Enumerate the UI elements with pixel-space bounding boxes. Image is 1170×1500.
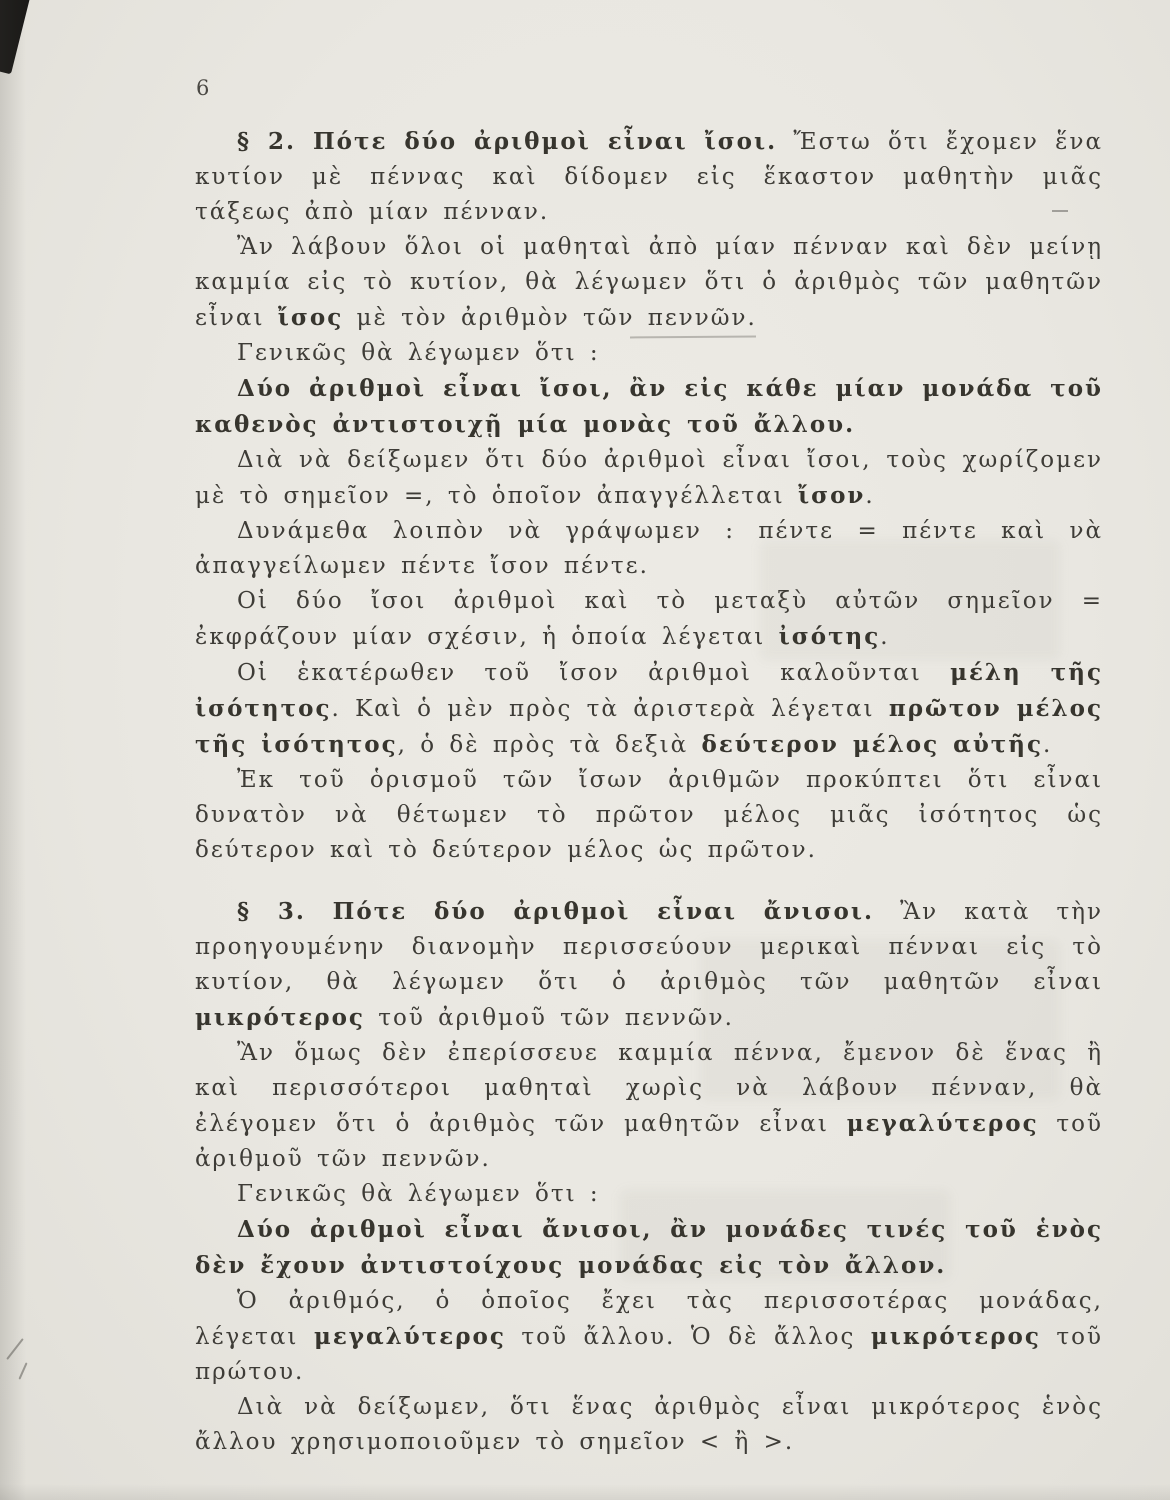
para-inequality-sign [195, 1390, 1103, 1460]
text-run: . [880, 624, 890, 650]
text-run: . Καὶ ὁ μὲν πρὸς τὰ ἀριστερὰ λέγεται [331, 696, 889, 722]
bold-text-run: μικρότερος [195, 1004, 365, 1031]
text-run: Ὁ ἀριθμός, ὁ ὁποῖος ἔχει τὰς περισσοτέρας μονάδας, λέγεται [195, 1288, 1103, 1350]
para-definition-equal [195, 371, 1103, 443]
bold-text-run: μέλη τῆς ἰσότητος [195, 659, 1103, 722]
text-run: Οἱ ἑκατέρωθεν τοῦ ἴσον ἀριθμοὶ καλοῦνται [237, 660, 951, 686]
para-generally-2 [195, 1177, 1103, 1212]
para-swap-members [195, 763, 1103, 868]
para-definition-unequal [195, 1212, 1103, 1284]
bold-text-run: μεγαλύτερος [313, 1323, 506, 1350]
text-run: Ἔστω ὅτι ἔχομεν ἕνα κυτίον μὲ πέννας καὶ δίδομεν εἰς ἕκαστον μαθητὴν μιᾶς τάξεως ἀπὸ μίαν πένναν. [195, 129, 1103, 225]
para-isotis [195, 584, 1103, 655]
text-run: . [1042, 732, 1053, 758]
para-equal-sign [195, 443, 1103, 514]
small-dash-artifact [1052, 210, 1068, 212]
bold-text-run: δεύτερον μέλος αὐτῆς [701, 731, 1043, 758]
para-sec3-heading [195, 894, 1103, 1036]
page-bottom-edge-shadow [0, 1484, 1170, 1500]
text-run: τοῦ ἄλλου. Ὁ δὲ ἄλλος [505, 1324, 871, 1350]
bold-text-run: μικρότερος [870, 1323, 1041, 1350]
para-equal-count [195, 230, 1103, 336]
para-greater-case [195, 1036, 1103, 1177]
text-run: Οἱ δύο ἴσοι ἀριθμοὶ καὶ τὸ μεταξὺ αὐτῶν σημεῖον = ἐκφράζουν μίαν σχέσιν, ἡ ὁποία λέγεται [195, 588, 1103, 650]
text-run: Ἐκ τοῦ ὁρισμοῦ τῶν ἴσων ἀριθμῶν προκύπτει ὅτι εἶναι δυνατὸν νὰ θέτωμεν τὸ πρῶτον μέλος μιᾶς ἰσότητος ὡς δεύτερον καὶ τὸ δεύτερον μέλος ὡς πρῶτον. [195, 767, 1103, 863]
bold-text-run: § 2. Πότε δύο ἀριθμοὶ εἶναι ἴσοι. [237, 128, 778, 155]
text-run: , ὁ δὲ πρὸς τὰ δεξιὰ [397, 732, 702, 758]
page-number: 6 [196, 76, 211, 100]
bold-text-run: πρῶτον μέλος τῆς ἰσότητος [195, 695, 1103, 758]
text-run: τοῦ πρώτου. [195, 1324, 1103, 1385]
text-run: Δυνάμεθα λοιπὸν νὰ γράψωμεν : πέντε = πέντε καὶ νὰ ἀπαγγείλωμεν πέντε ἴσον πέντε. [195, 518, 1103, 579]
text-run: Ἂν κατὰ τὴν προηγουμένην διανομὴν περισσεύουν μερικαὶ πένναι εἰς τὸ κυτίον, θὰ λέγωμεν ὅτι ὁ ἀριθμὸς τῶν μαθητῶν εἶναι [195, 899, 1103, 995]
text-run: . [865, 483, 875, 509]
para-generally-1 [195, 336, 1103, 371]
text-run: Διὰ νὰ δείξωμεν, ὅτι ἕνας ἀριθμὸς εἶναι μικρότερος ἑνὸς ἄλλου χρησιμοποιοῦμεν τὸ σημεῖον < ἢ >. [195, 1394, 1103, 1455]
text-run: Διὰ νὰ δείξωμεν ὅτι δύο ἀριθμοὶ εἶναι ἴσοι, τοὺς χωρίζομεν μὲ τὸ σημεῖον =, τὸ ὁποῖον ἀπαγγέλλεται [195, 447, 1103, 509]
bold-text-run: ἴσος [277, 304, 344, 331]
para-greater-smaller [195, 1284, 1103, 1390]
bold-text-run: § 3. Πότε δύο ἀριθμοὶ εἶναι ἄνισοι. [237, 898, 875, 925]
page-body [195, 124, 1103, 1460]
text-run: τοῦ ἀριθμοῦ τῶν πεννῶν. [195, 1111, 1103, 1172]
text-run: μὲ τὸν ἀριθμὸν τῶν πεννῶν. [343, 305, 757, 331]
bold-text-run: Δύο ἀριθμοὶ εἶναι ἴσοι, ἂν εἰς κάθε μίαν μονάδα τοῦ καθενὸς ἀντιστοιχῇ μία μονὰς τοῦ ἄλλου. [195, 375, 1103, 438]
para-members-of-equality [195, 655, 1103, 763]
para-five-equals-five [195, 514, 1103, 584]
bold-text-run: μεγαλύτερος [846, 1110, 1039, 1137]
bold-text-run: ἰσότης [778, 623, 881, 650]
text-run: Ἂν ὅμως δὲν ἐπερίσσευε καμμία πέννα, ἔμενον δὲ ἕνας ἢ καὶ περισσότεροι μαθηταὶ χωρὶς νὰ λάβουν πένναν, θὰ ἐλέγομεν ὅτι ὁ ἀριθμὸς τῶν μαθητῶν εἶναι [195, 1040, 1103, 1137]
page-left-edge-shadow [0, 0, 26, 1500]
text-run: Γενικῶς θὰ λέγωμεν ὅτι : [237, 340, 600, 366]
bold-text-run: Δύο ἀριθμοὶ εἶναι ἄνισοι, ἂν μονάδες τινές τοῦ ἑνὸς δὲν ἔχουν ἀντιστοίχους μονάδας εἰς τὸν ἄλλον. [195, 1216, 1103, 1279]
text-run: Γενικῶς θὰ λέγωμεν ὅτι : [237, 1181, 600, 1207]
text-run: τοῦ ἀριθμοῦ τῶν πεννῶν. [364, 1005, 734, 1031]
bold-text-run: ἴσον [797, 482, 866, 509]
text-run: Ἂν λάβουν ὅλοι οἱ μαθηταὶ ἀπὸ μίαν πένναν καὶ δὲν μείνῃ καμμία εἰς τὸ κυτίον, θὰ λέγωμεν ὅτι ὁ ἀριθμὸς τῶν μαθητῶν εἶναι [195, 234, 1103, 331]
para-sec2-heading [195, 124, 1103, 230]
